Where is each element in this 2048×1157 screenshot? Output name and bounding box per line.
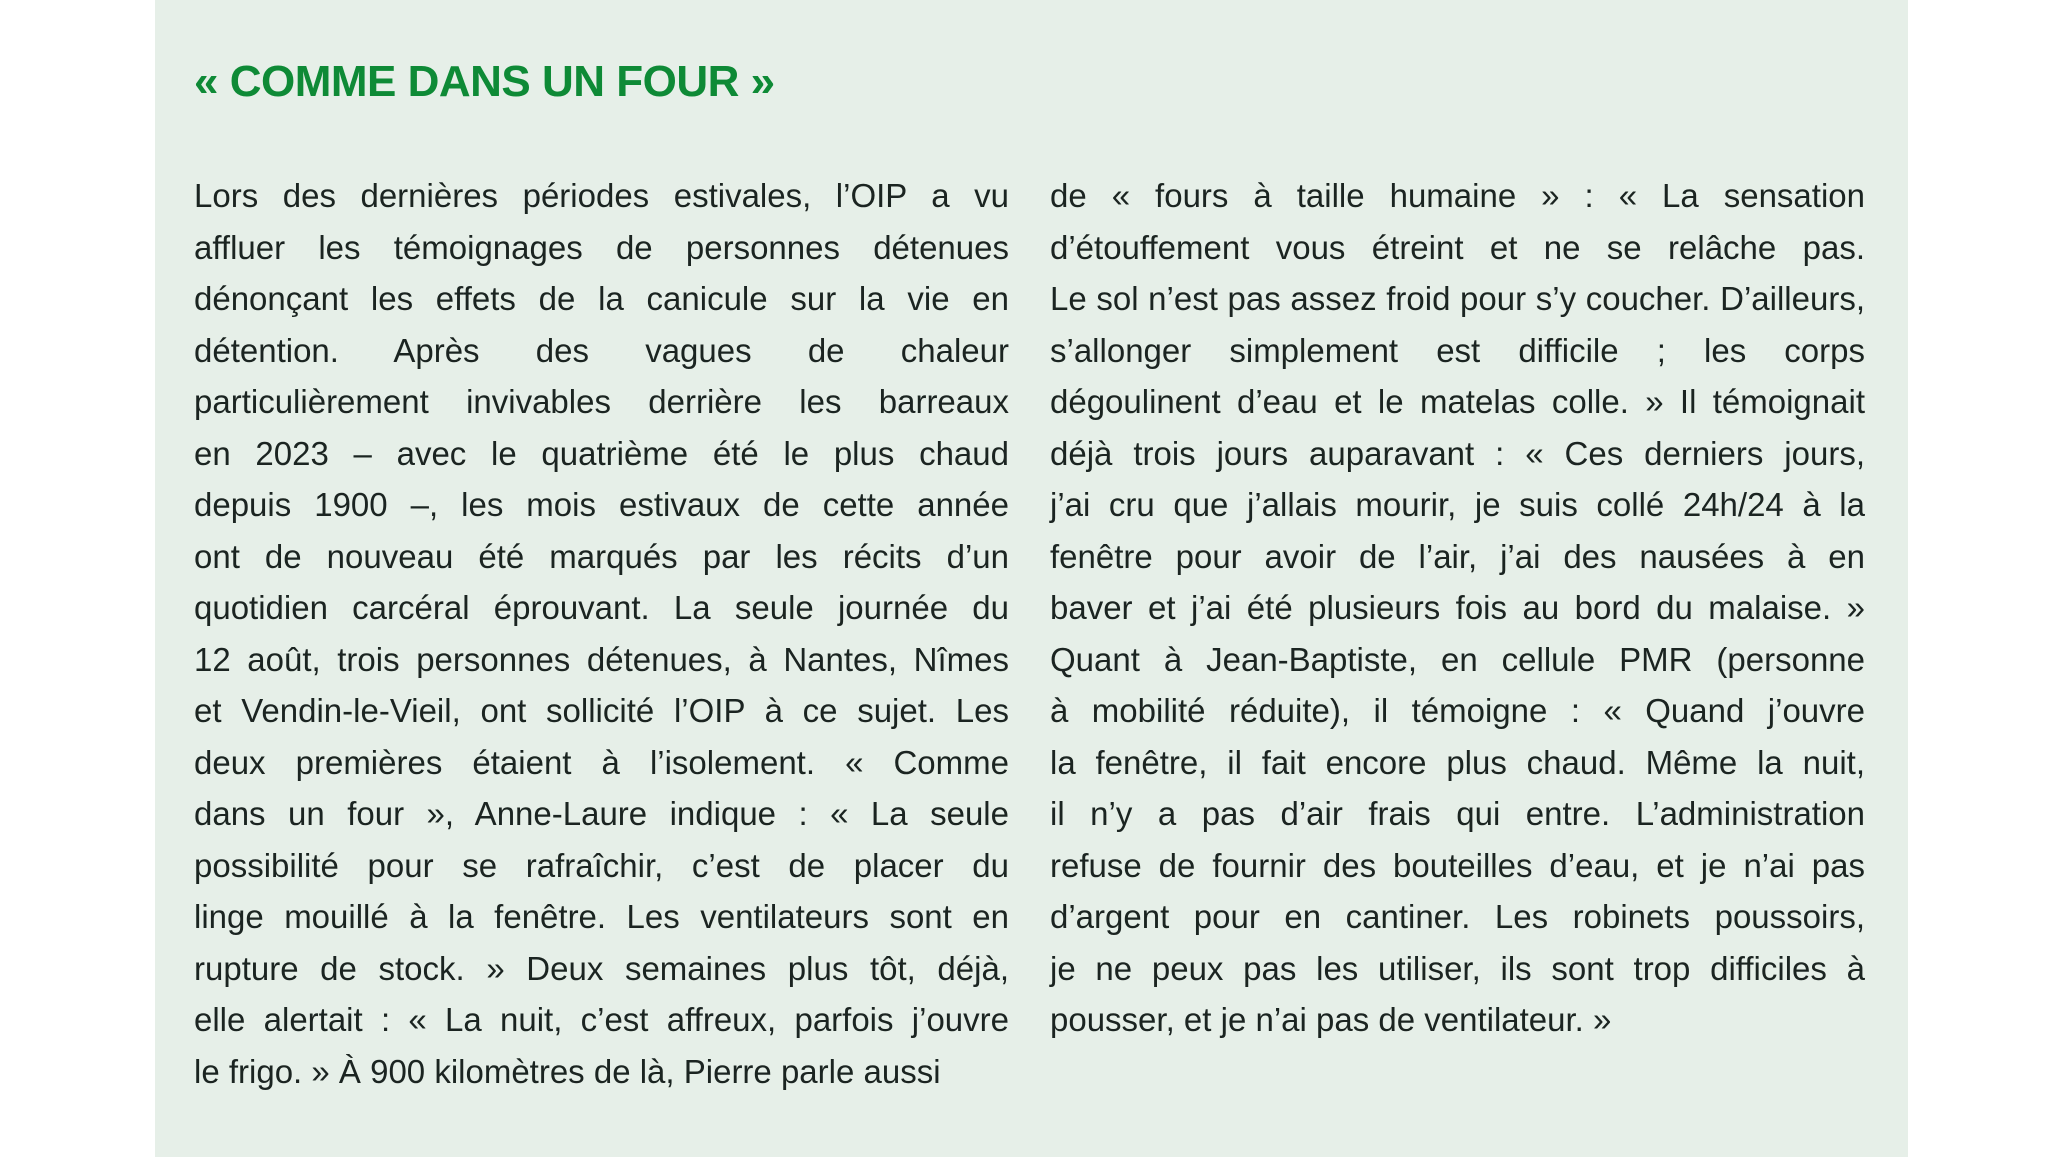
text-line: pousser, et je n’ai pas de ventilateur. » — [1050, 1001, 1612, 1038]
article-title: « COMME DANS UN FOUR » — [194, 57, 775, 106]
text-line: d’argent pour en cantiner. Les robinets poussoirs, — [1050, 898, 1865, 935]
text-line: linge mouillé à la fenêtre. Les ventilateurs sont en — [194, 898, 1009, 935]
text-line: le frigo. » À 900 kilomètres de là, Pierre parle aussi — [194, 1052, 941, 1090]
text-line: à mobilité réduite), il témoigne : « Quand j’ouvre — [1050, 692, 1865, 729]
text-line: d’étouffement vous étreint et ne se relâche pas. — [1050, 228, 1865, 266]
text-line: depuis 1900 –, les mois estivaux de cette année — [194, 486, 1009, 523]
article-column-left — [194, 170, 1009, 1097]
text-line: s’allonger simplement est difficile ; les corps — [1050, 331, 1865, 369]
article-column-right — [1050, 170, 1865, 1046]
text-line: il n’y a pas d’air frais qui entre. L’administration — [1050, 795, 1865, 832]
text-line: particulièrement invivables derrière les barreaux — [194, 383, 1009, 420]
text-line: de « fours à taille humaine » : « La sensation — [1050, 177, 1865, 214]
text-line: quotidien carcéral éprouvant. La seule journée du — [194, 589, 1009, 626]
text-line: dénonçant les effets de la canicule sur la vie en — [194, 280, 1009, 317]
text-line: elle alertait : « La nuit, c’est affreux, parfois j’ouvre — [194, 1001, 1009, 1038]
text-line: baver et j’ai été plusieurs fois au bord du malaise. » — [1050, 589, 1865, 626]
text-line: j’ai cru que j’allais mourir, je suis collé 24h/24 à la — [1050, 486, 1865, 523]
text-line: possibilité pour se rafraîchir, c’est de placer du — [194, 846, 1009, 884]
text-line: dans un four », Anne-Laure indique : « La seule — [194, 795, 1009, 832]
text-line: en 2023 – avec le quatrième été le plus chaud — [194, 434, 1009, 472]
text-line: affluer les témoignages de personnes détenues — [194, 228, 1009, 266]
text-line: rupture de stock. » Deux semaines plus tôt, déjà, — [194, 949, 1009, 987]
text-line: Le sol n’est pas assez froid pour s’y coucher. D’ailleurs, — [1050, 280, 1865, 317]
text-line: détention. Après des vagues de chaleur — [194, 331, 1009, 369]
text-line: Lors des dernières périodes estivales, l’OIP a vu — [194, 177, 1009, 214]
text-line: je ne peux pas les utiliser, ils sont trop difficiles à — [1050, 949, 1865, 987]
text-line: refuse de fournir des bouteilles d’eau, et je n’ai pas — [1050, 846, 1865, 884]
text-line: 12 août, trois personnes détenues, à Nantes, Nîmes — [194, 640, 1009, 678]
text-line: deux premières étaient à l’isolement. « Comme — [194, 743, 1009, 781]
text-line: déjà trois jours auparavant : « Ces derniers jours, — [1050, 434, 1865, 472]
text-line: fenêtre pour avoir de l’air, j’ai des nausées à en — [1050, 537, 1865, 575]
article-box — [155, 0, 1908, 1157]
text-line: dégoulinent d’eau et le matelas colle. » Il témoignait — [1050, 383, 1865, 420]
text-line: Quant à Jean-Baptiste, en cellule PMR (personne — [1050, 640, 1865, 678]
text-line: et Vendin-le-Vieil, ont sollicité l’OIP à ce sujet. Les — [194, 692, 1009, 729]
text-line: la fenêtre, il fait encore plus chaud. Même la nuit, — [1050, 743, 1865, 781]
text-line: ont de nouveau été marqués par les récits d’un — [194, 537, 1009, 575]
